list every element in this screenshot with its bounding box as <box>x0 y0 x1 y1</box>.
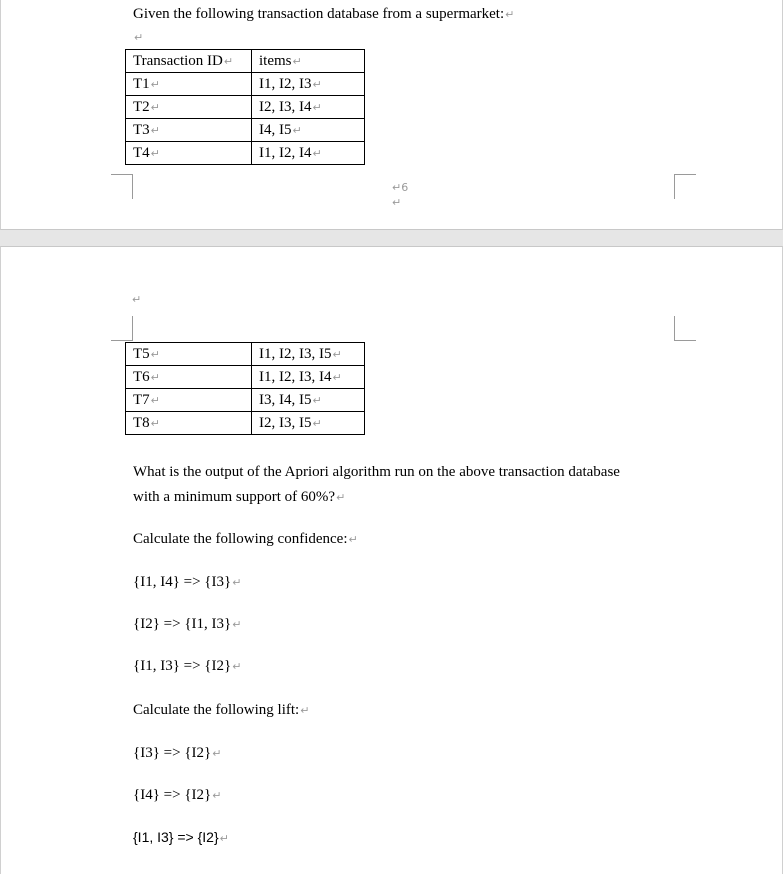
items-cell: I2, I3, I5↵ <box>252 412 365 435</box>
return-mark-icon: ↵ <box>150 146 160 160</box>
question-paragraph <box>133 460 620 485</box>
return-mark-icon: ↵ <box>150 370 160 384</box>
return-mark-icon: ↵ <box>392 181 402 194</box>
transaction-id-cell: T4↵ <box>126 142 252 165</box>
return-mark-icon: ↵ <box>312 416 322 430</box>
items-cell: I1, I2, I3, I5↵ <box>252 343 365 366</box>
intro-text: Given the following transaction database from a supermarket: <box>133 6 505 22</box>
lift-rule: {I4} => {I2}↵ <box>133 787 222 803</box>
question-line-2: with a minimum support of 60%? <box>133 489 336 505</box>
transaction-id-cell: T3↵ <box>126 119 252 142</box>
return-mark-icon: ↵ <box>292 54 302 68</box>
return-mark-icon: ↵ <box>212 789 222 802</box>
return-mark-icon: ↵ <box>232 576 242 589</box>
table-row <box>126 343 365 366</box>
items-cell: I2, I3, I4↵ <box>252 96 365 119</box>
lift-heading: Calculate the following lift:↵ <box>133 702 310 718</box>
transaction-id-cell: T1↵ <box>126 73 252 96</box>
return-mark-icon: ↵ <box>232 618 242 631</box>
table-header-row <box>126 50 365 73</box>
table-row <box>126 389 365 412</box>
return-mark-icon: ↵ <box>312 100 322 114</box>
return-mark-icon: ↵ <box>150 77 160 91</box>
crop-mark-top-right-icon <box>674 316 696 341</box>
transaction-id-cell: T5↵ <box>126 343 252 366</box>
crop-mark-bottom-right-icon <box>674 174 696 199</box>
transaction-id-cell: T7↵ <box>126 389 252 412</box>
return-mark-icon: ↵ <box>212 747 222 760</box>
table-row <box>126 412 365 435</box>
return-mark-icon: ↵ <box>348 533 358 546</box>
footer-page-marker: ↵6 <box>392 181 409 194</box>
confidence-heading: Calculate the following confidence:↵ <box>133 531 358 547</box>
transaction-id-cell: T8↵ <box>126 412 252 435</box>
return-mark-icon: ↵ <box>150 416 160 430</box>
return-mark-icon: ↵ <box>336 491 346 504</box>
document-page-2 <box>0 246 783 874</box>
return-mark-icon: ↵ <box>392 196 402 209</box>
header-transaction-id: Transaction ID↵ <box>126 50 252 73</box>
items-cell: I1, I2, I4↵ <box>252 142 365 165</box>
question-paragraph-line-2 <box>133 485 345 510</box>
return-mark-icon: ↵ <box>292 123 302 137</box>
items-cell: I1, I2, I3, I4↵ <box>252 366 365 389</box>
return-mark-icon: ↵ <box>312 393 322 407</box>
lift-rule: {I1, I3} => {I2}↵ <box>133 829 229 845</box>
return-mark-icon: ↵ <box>223 54 234 68</box>
return-mark-icon: ↵ <box>150 393 160 407</box>
transaction-id-cell: T2↵ <box>126 96 252 119</box>
table-row <box>126 142 365 165</box>
crop-mark-bottom-left-icon <box>111 174 133 199</box>
transaction-table-part-1 <box>125 49 365 165</box>
transaction-table-part-2 <box>125 342 365 435</box>
items-cell: I4, I5↵ <box>252 119 365 142</box>
return-mark-icon: ↵ <box>150 347 160 361</box>
table-row <box>126 366 365 389</box>
return-mark-icon: ↵ <box>332 370 342 384</box>
return-mark-icon: ↵ <box>505 8 515 21</box>
return-mark-icon: ↵ <box>232 660 242 673</box>
crop-mark-top-left-icon <box>111 316 133 341</box>
question-line-1: What is the output of the Apriori algorithm run on the above transaction database <box>133 464 620 480</box>
return-mark-icon: ↵ <box>150 100 160 114</box>
return-mark-icon: ↵ <box>332 347 342 361</box>
return-mark-icon: ↵ <box>219 832 229 845</box>
confidence-rule: {I1, I3} => {I2}↵ <box>133 658 242 674</box>
lift-rule: {I3} => {I2}↵ <box>133 745 222 761</box>
return-mark-icon: ↵ <box>312 146 322 160</box>
table-row <box>126 96 365 119</box>
items-cell: I1, I2, I3↵ <box>252 73 365 96</box>
header-items: items↵ <box>252 50 365 73</box>
intro-paragraph <box>133 2 514 27</box>
return-mark-icon: ↵ <box>134 31 144 44</box>
return-mark-icon: ↵ <box>300 704 310 717</box>
confidence-rule: {I2} => {I1, I3}↵ <box>133 616 242 632</box>
items-cell: I3, I4, I5↵ <box>252 389 365 412</box>
table-row <box>126 119 365 142</box>
return-mark-icon: ↵ <box>150 123 160 137</box>
document-page-1 <box>0 0 783 230</box>
transaction-id-cell: T6↵ <box>126 366 252 389</box>
return-mark-icon: ↵ <box>132 293 142 306</box>
confidence-rule: {I1, I4} => {I3}↵ <box>133 574 242 590</box>
table-row <box>126 73 365 96</box>
return-mark-icon: ↵ <box>312 77 322 91</box>
